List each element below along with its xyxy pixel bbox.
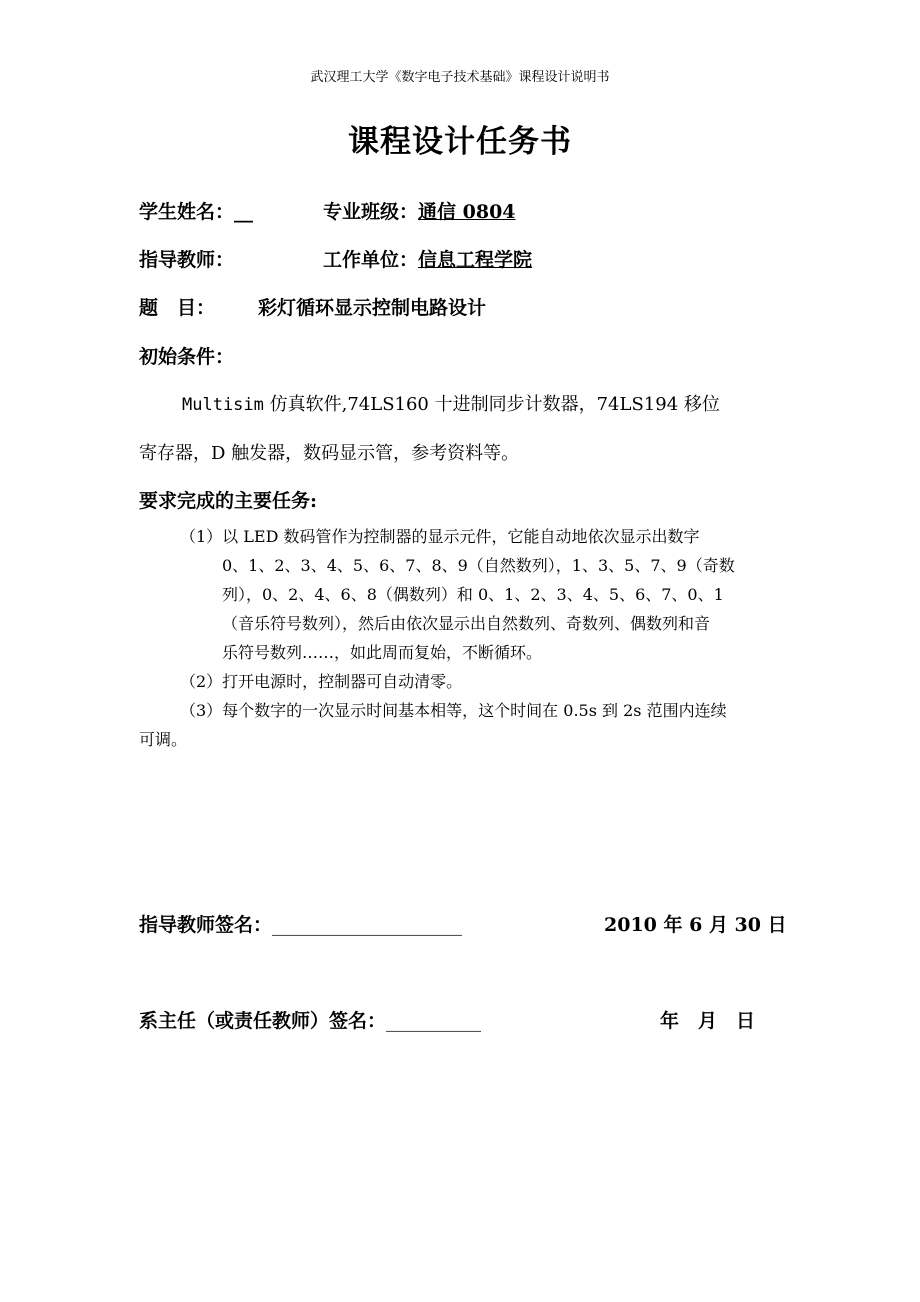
- initial-conditions-line1: Multisim 仿真软件,74LS160 十进制同步计数器，74LS194 移位: [182, 394, 720, 415]
- student-name-label: 学生姓名：: [139, 201, 235, 223]
- page-title: 课程设计任务书: [348, 124, 572, 160]
- initial-conditions-line2: 寄存器，D 触发器，数码显示管，参考资料等。: [139, 443, 520, 464]
- director-signature-row: [139, 1006, 481, 1033]
- advisor-sign-date: 2010 年 6 月 30 日: [604, 914, 787, 936]
- software-name: Multisim: [182, 395, 264, 415]
- advisor-label: 指导教师：: [139, 249, 235, 271]
- unit-row: [323, 245, 532, 272]
- director-sign-label: 系主任（或责任教师）签名：: [139, 1010, 387, 1032]
- task3-line2: 可调。: [139, 730, 188, 749]
- task1-line4: （音乐符号数列），然后由依次显示出自然数列、奇数列、偶数列和音: [222, 614, 711, 633]
- student-name-value: __: [234, 201, 254, 223]
- task1-line1: （1）以 LED 数码管作为控制器的显示元件，它能自动地依次显示出数字: [180, 527, 700, 546]
- unit-label: 工作单位：: [323, 249, 419, 271]
- task3-line1: （3）每个数字的一次显示时间基本相等，这个时间在 0.5s 到 2s 范围内连续: [180, 701, 727, 720]
- class-value: 通信 0804: [418, 201, 516, 223]
- task1-line5: 乐符号数列……，如此周而复始，不断循环。: [222, 643, 543, 662]
- student-name-row: [139, 197, 253, 224]
- director-sign-date: 年 月 日: [660, 1010, 756, 1032]
- advisor-signature-row: [139, 910, 462, 937]
- task2: （2）打开电源时，控制器可自动清零。: [180, 672, 463, 691]
- unit-value: 信息工程学院: [418, 249, 533, 271]
- tasks-label: 要求完成的主要任务:: [139, 490, 318, 512]
- advisor-sign-label: 指导教师签名：: [139, 914, 273, 936]
- topic-label: 题 目：: [139, 297, 216, 319]
- topic-value: 彩灯循环显示控制电路设计: [258, 297, 487, 319]
- director-sign-line: __________: [386, 1010, 482, 1032]
- task1-line2: 0、1、2、3、4、5、6、7、8、9（自然数列），1、3、5、7、9（奇数: [222, 556, 735, 575]
- class-label: 专业班级：: [323, 201, 419, 223]
- class-row: [323, 197, 516, 224]
- page-header: 武汉理工大学《数字电子技术基础》课程设计说明书: [310, 70, 610, 85]
- advisor-sign-line: ____________________: [272, 914, 463, 936]
- initial-conditions-label: 初始条件：: [139, 346, 235, 368]
- task1-line3: 列），0、2、4、6、8（偶数列）和 0、1、2、3、4、5、6、7、0、1: [222, 585, 724, 604]
